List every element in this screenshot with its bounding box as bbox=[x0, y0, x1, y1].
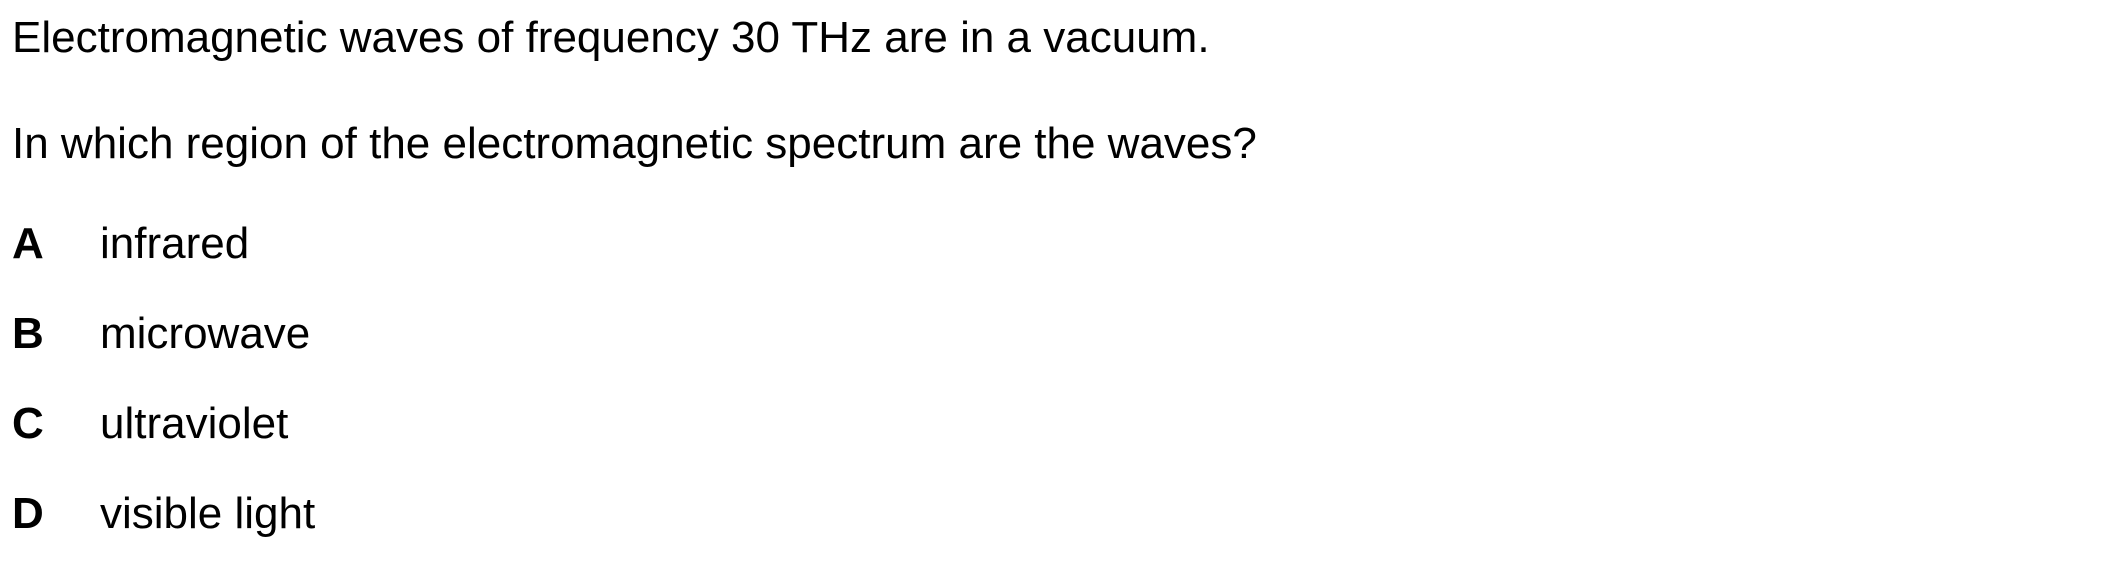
option-letter: D bbox=[12, 489, 44, 538]
option-text: visible light bbox=[100, 489, 316, 538]
option-text: microwave bbox=[100, 309, 311, 358]
option-letter: B bbox=[12, 309, 44, 358]
option-letter: A bbox=[12, 219, 44, 268]
question-stem: Electromagnetic waves of frequency 30 THz are in a vacuum. bbox=[12, 13, 1210, 62]
option-text: infrared bbox=[100, 219, 250, 268]
option-text: ultraviolet bbox=[100, 399, 289, 448]
option-letter: C bbox=[12, 399, 44, 448]
question-prompt: In which region of the electromagnetic spectrum are the waves? bbox=[12, 119, 1257, 168]
